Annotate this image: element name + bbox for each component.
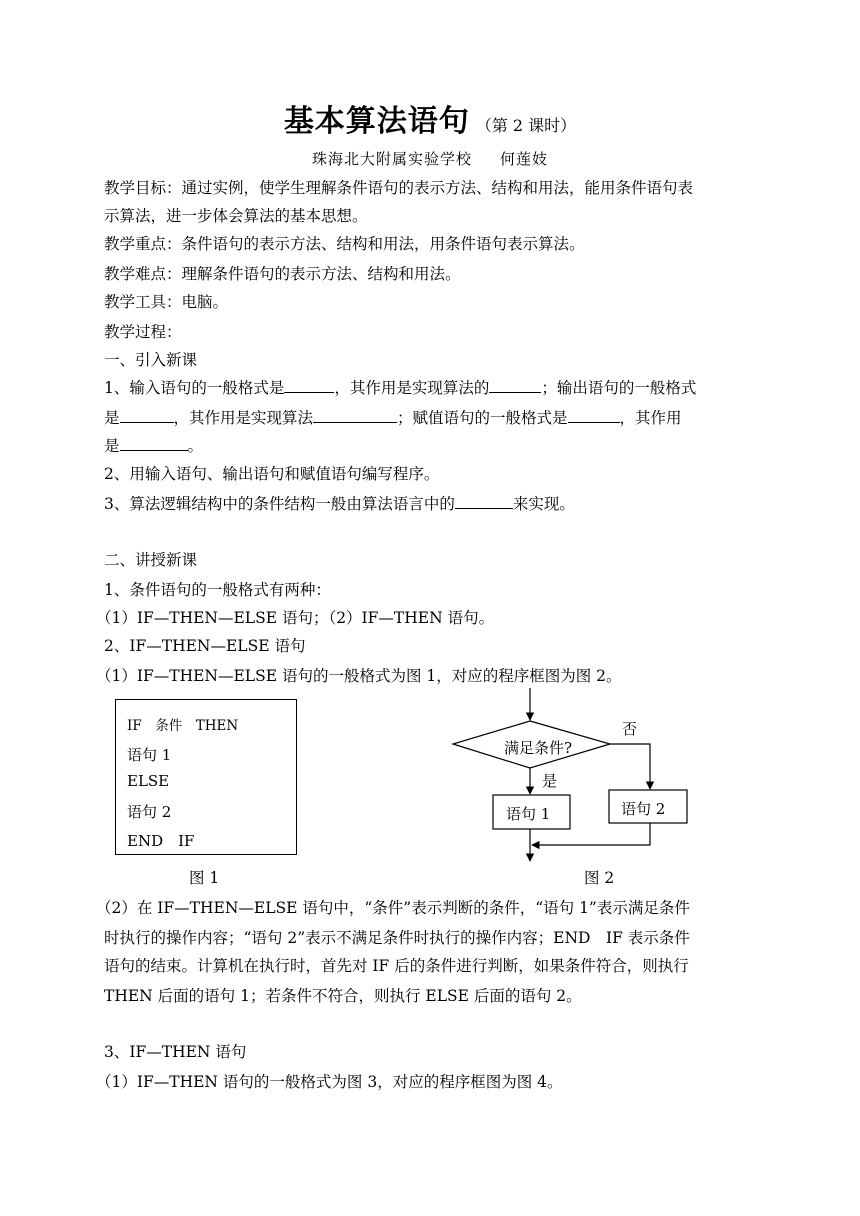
process-heading: 教学过程：	[104, 323, 182, 341]
difficulty: 教学难点：理解条件语句的表示方法、结构和用法。	[104, 265, 461, 283]
figure-2-flowchart	[440, 688, 710, 868]
statement-2-label: 语句 2	[621, 800, 666, 818]
section-2-heading: 二、讲授新课	[104, 551, 198, 569]
explanation-line-4: THEN 后面的语句 1；若条件不符合，则执行 ELSE 后面的语句 2。	[104, 987, 582, 1005]
code-line: ELSE	[127, 772, 170, 790]
teacher-name: 何莲妓	[500, 150, 549, 168]
school-name: 珠海北大附属实验学校	[311, 150, 472, 168]
document-title-line	[0, 96, 860, 140]
question-1-line-2: 是 ，其作用是实现算法 ；赋值语句的一般格式是 ，其作用	[104, 409, 682, 427]
paragraph-3: 2、IF—THEN—ELSE 语句	[104, 637, 306, 655]
figure-1-caption: 图 1	[189, 869, 220, 887]
flowchart-svg	[440, 688, 710, 868]
paragraph-1: 1、条件语句的一般格式有两种：	[104, 581, 331, 599]
document-subtitle: （第 2 课时）	[475, 116, 577, 135]
question-2: 2、用输入语句、输出语句和赋值语句编写程序。	[104, 465, 440, 483]
statement-1-label: 语句 1	[506, 805, 551, 823]
fill-blank	[455, 507, 513, 509]
paragraph-5: 3、IF—THEN 语句	[104, 1043, 247, 1061]
section-1-heading: 一、引入新课	[104, 351, 198, 369]
explanation-line-3: 语句的结束。计算机在执行时，首先对 IF 后的条件进行判断，如果条件符合，则执行	[104, 957, 689, 975]
document-title: 基本算法语句	[283, 104, 470, 139]
paragraph-4: （1）IF—THEN—ELSE 语句的一般格式为图 1，对应的程序框图为图 2。	[96, 667, 622, 685]
figure-2-caption: 图 2	[584, 869, 615, 887]
figure-1-code-box	[115, 699, 297, 855]
fill-blank	[489, 391, 541, 393]
fill-blank	[313, 421, 397, 423]
author-line	[0, 148, 860, 169]
goal-line-2: 示算法，进一步体会算法的基本思想。	[104, 207, 368, 225]
no-label: 否	[622, 720, 638, 738]
question-1-line-1: 1、输入语句的一般格式是 ，其作用是实现算法的 ；输出语句的一般格式	[104, 379, 697, 397]
fill-blank	[120, 449, 188, 451]
paragraph-6: （1）IF—THEN 语句的一般格式为图 3，对应的程序框图为图 4。	[96, 1073, 563, 1091]
no-arrow	[610, 744, 650, 789]
fill-blank	[284, 391, 334, 393]
paragraph-2: （1）IF—THEN—ELSE 语句；（2）IF—THEN 语句。	[96, 609, 495, 627]
code-line: 语句 1	[127, 746, 172, 764]
fill-blank	[120, 421, 174, 423]
code-line: IF 条件 THEN	[127, 718, 239, 734]
condition-label: 满足条件?	[504, 739, 573, 757]
goal-line-1: 教学目标：通过实例，使学生理解条件语句的表示方法、结构和用法，能用条件语句表	[104, 179, 694, 197]
code-line: 语句 2	[127, 803, 172, 821]
fill-blank	[568, 421, 620, 423]
code-line: END IF	[127, 832, 195, 850]
question-1-line-3: 是 。	[104, 437, 204, 455]
explanation-line-1: （2）在 IF—THEN—ELSE 语句中，“条件”表示判断的条件，“语句 1”表示满足条件	[96, 899, 690, 917]
yes-label: 是	[542, 772, 558, 790]
tools: 教学工具：电脑。	[104, 293, 229, 311]
question-3: 3、算法逻辑结构中的条件结构一般由算法语言中的 来实现。	[104, 495, 575, 513]
explanation-line-2: 时执行的操作内容；“语句 2”表示不满足条件时执行的操作内容；END IF 表示条件	[104, 929, 690, 947]
key-point: 教学重点：条件语句的表示方法、结构和用法，用条件语句表示算法。	[104, 235, 585, 253]
